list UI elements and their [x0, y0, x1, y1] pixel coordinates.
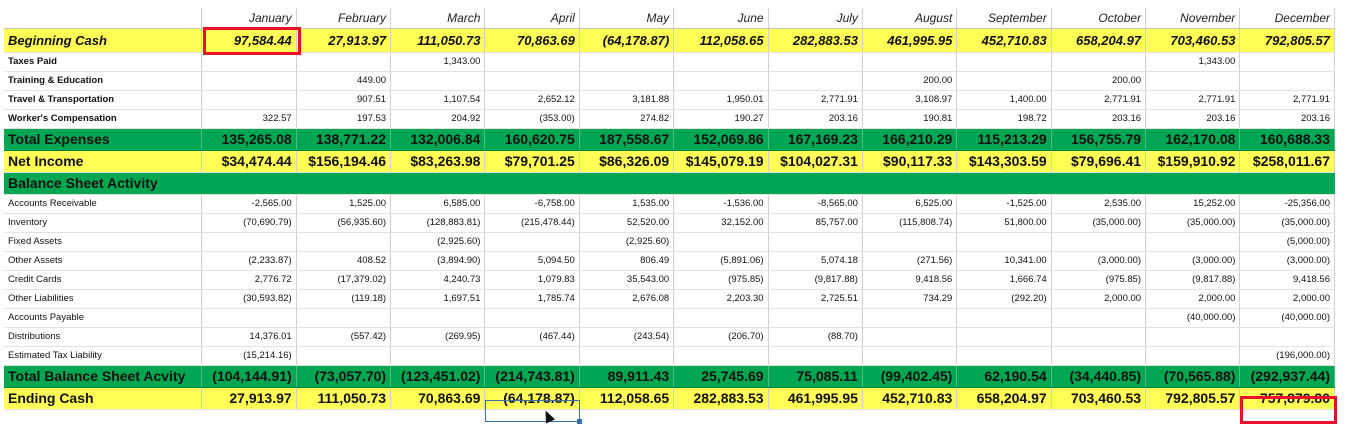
balance-sheet-activity-row-cell[interactable] [1240, 172, 1335, 194]
beginning-cash-row-cell[interactable]: 27,913.97 [296, 28, 390, 52]
balance-sheet-row-cell[interactable]: 4,240.73 [391, 270, 485, 289]
balance-sheet-row-cell[interactable] [862, 232, 956, 251]
balance-sheet-row [4, 213, 1335, 232]
total-expenses-row-cell[interactable]: 166,210.29 [862, 128, 956, 150]
net-income-row-cell[interactable]: $156,194.46 [296, 150, 390, 172]
expense-row-cell[interactable]: 1,950.01 [674, 90, 768, 109]
total-balance-sheet-row-cell[interactable]: (34,440.85) [1051, 365, 1145, 387]
ending-cash-row-cell[interactable]: 461,995.95 [768, 387, 862, 409]
total-expenses-row-cell[interactable]: 138,771.22 [296, 128, 390, 150]
net-income-row-cell[interactable]: $90,117.33 [862, 150, 956, 172]
expense-row-cell[interactable]: 907.51 [296, 90, 390, 109]
balance-sheet-row-cell[interactable]: 52,520.00 [579, 213, 673, 232]
balance-sheet-row-cell[interactable] [391, 346, 485, 365]
total-expenses-row [4, 128, 1335, 150]
total-balance-sheet-row-cell[interactable]: 75,085.11 [768, 365, 862, 387]
fill-handle[interactable] [577, 419, 582, 424]
balance-sheet-row-cell[interactable]: 1,785.74 [485, 289, 579, 308]
balance-sheet-row-cell[interactable] [485, 308, 579, 327]
expense-row-cell[interactable] [957, 71, 1051, 90]
expense-row-cell[interactable]: 2,771.91 [1051, 90, 1145, 109]
balance-sheet-row [4, 308, 1335, 327]
balance-sheet-row [4, 327, 1335, 346]
net-income-row-cell[interactable]: $258,011.67 [1240, 150, 1335, 172]
balance-sheet-row-cell[interactable]: 408.52 [296, 251, 390, 270]
expense-row-cell[interactable] [768, 71, 862, 90]
expense-row-cell[interactable] [1146, 71, 1240, 90]
balance-sheet-row-cell[interactable]: (206.70) [674, 327, 768, 346]
balance-sheet-activity-row-cell[interactable] [674, 172, 768, 194]
balance-sheet-activity-row-cell[interactable] [202, 172, 296, 194]
balance-sheet-row-cell[interactable] [485, 232, 579, 251]
expense-row-cell[interactable]: 449.00 [296, 71, 390, 90]
expense-row-cell[interactable] [202, 90, 296, 109]
balance-sheet-row-cell[interactable] [1146, 346, 1240, 365]
balance-sheet-row-cell[interactable]: (3,000.00) [1240, 251, 1335, 270]
balance-sheet-row-cell[interactable]: (2,925.60) [579, 232, 673, 251]
balance-sheet-row-cell[interactable]: (128,883.81) [391, 213, 485, 232]
net-income-row [4, 150, 1335, 172]
balance-sheet-row-cell[interactable]: (35,000.00) [1146, 213, 1240, 232]
net-income-row-cell[interactable]: $145,079.19 [674, 150, 768, 172]
month-header-march[interactable]: March [391, 8, 485, 28]
expense-row-cell[interactable]: 197.53 [296, 109, 390, 128]
balance-sheet-row-cell[interactable]: (467.44) [485, 327, 579, 346]
balance-sheet-row-cell[interactable]: 5,094.50 [485, 251, 579, 270]
month-header-row [4, 8, 1335, 28]
balance-sheet-row-cell[interactable]: -8,565.00 [768, 194, 862, 213]
balance-sheet-row-cell[interactable]: (56,935.60) [296, 213, 390, 232]
balance-sheet-row-cell[interactable]: (5,891.06) [674, 251, 768, 270]
expense-row-cell[interactable]: 1,400.00 [957, 90, 1051, 109]
expense-row-cell[interactable] [296, 52, 390, 71]
highlight-beginning-cash-january [203, 27, 301, 55]
total-balance-sheet-row-cell[interactable]: 62,190.54 [957, 365, 1051, 387]
ending-cash-row-cell[interactable]: 757,879.80 [1240, 387, 1335, 409]
balance-sheet-row-cell[interactable] [674, 346, 768, 365]
balance-sheet-row-cell[interactable]: (215,478.44) [485, 213, 579, 232]
balance-sheet-row-cell[interactable] [1051, 308, 1145, 327]
balance-sheet-row-cell[interactable]: 2,203.30 [674, 289, 768, 308]
balance-sheet-row-cell[interactable] [202, 308, 296, 327]
ending-cash-row-cell[interactable]: 658,204.97 [957, 387, 1051, 409]
balance-sheet-row-cell[interactable]: (35,000.00) [1240, 213, 1335, 232]
balance-sheet-row-cell[interactable] [674, 232, 768, 251]
balance-sheet-row-cell[interactable] [296, 232, 390, 251]
balance-sheet-row-cell[interactable]: (17,379.02) [296, 270, 390, 289]
expense-row [4, 71, 1335, 90]
balance-sheet-row-cell[interactable]: 1,697.51 [391, 289, 485, 308]
expense-row-cell[interactable] [579, 52, 673, 71]
total-expenses-row-cell[interactable]: 115,213.29 [957, 128, 1051, 150]
balance-sheet-row [4, 232, 1335, 251]
beginning-cash-row-cell[interactable]: (64,178.87) [579, 28, 673, 52]
balance-sheet-row-cell[interactable]: (88.70) [768, 327, 862, 346]
total-balance-sheet-row-cell[interactable]: (123,451.02) [391, 365, 485, 387]
expense-row-cell[interactable]: 203.16 [1146, 109, 1240, 128]
total-expenses-row-cell[interactable]: 135,265.08 [202, 128, 296, 150]
beginning-cash-row-cell[interactable]: 112,058.65 [674, 28, 768, 52]
total-balance-sheet-row-cell[interactable]: (292,937.44) [1240, 365, 1335, 387]
expense-row [4, 109, 1335, 128]
beginning-cash-row-cell[interactable]: 461,995.95 [862, 28, 956, 52]
balance-sheet-row-cell[interactable]: (3,000.00) [1146, 251, 1240, 270]
expense-row-cell[interactable] [674, 71, 768, 90]
expense-row-cell[interactable]: 3,108.97 [862, 90, 956, 109]
balance-sheet-row-label[interactable]: Other Assets [4, 251, 202, 270]
expense-row-cell[interactable] [579, 71, 673, 90]
beginning-cash-row-cell[interactable]: 97,584.44 [202, 28, 296, 52]
balance-sheet-activity-row-cell[interactable] [862, 172, 956, 194]
total-expenses-row-cell[interactable]: 152,069.86 [674, 128, 768, 150]
balance-sheet-row-cell[interactable] [391, 308, 485, 327]
balance-sheet-row-cell[interactable]: 5,074.18 [768, 251, 862, 270]
net-income-row-cell[interactable]: $159,910.92 [1146, 150, 1240, 172]
balance-sheet-row [4, 194, 1335, 213]
ending-cash-row-cell[interactable]: 792,805.57 [1146, 387, 1240, 409]
expense-row [4, 90, 1335, 109]
month-header-december[interactable]: December [1240, 8, 1335, 28]
expense-row-cell[interactable] [674, 52, 768, 71]
expense-row-cell[interactable]: 203.16 [768, 109, 862, 128]
balance-sheet-row-cell[interactable] [674, 308, 768, 327]
balance-sheet-row-cell[interactable]: 1,666.74 [957, 270, 1051, 289]
balance-sheet-row-cell[interactable]: (15,214.16) [202, 346, 296, 365]
month-header-february[interactable]: February [296, 8, 390, 28]
balance-sheet-row-cell[interactable] [1146, 232, 1240, 251]
balance-sheet-row-cell[interactable] [1051, 346, 1145, 365]
ending-cash-row [4, 387, 1335, 409]
total-expenses-row-cell[interactable]: 187,558.67 [579, 128, 673, 150]
balance-sheet-row-cell[interactable]: -6,758.00 [485, 194, 579, 213]
balance-sheet-activity-row-cell[interactable] [485, 172, 579, 194]
balance-sheet-activity-row-cell[interactable] [296, 172, 390, 194]
net-income-row-cell[interactable]: $83,263.98 [391, 150, 485, 172]
expense-row-cell[interactable]: 2,771.91 [1240, 90, 1335, 109]
ending-cash-row-cell[interactable]: 70,863.69 [391, 387, 485, 409]
beginning-cash-row-label[interactable]: Beginning Cash [4, 28, 202, 52]
beginning-cash-row-cell[interactable]: 70,863.69 [485, 28, 579, 52]
balance-sheet-row-cell[interactable]: (70,690.79) [202, 213, 296, 232]
expense-row-cell[interactable]: 2,652.12 [485, 90, 579, 109]
balance-sheet-activity-row-cell[interactable] [1051, 172, 1145, 194]
balance-sheet-row-cell[interactable]: 15,252.00 [1146, 194, 1240, 213]
balance-sheet-row-cell[interactable]: (35,000.00) [1051, 213, 1145, 232]
balance-sheet-row-cell[interactable] [768, 346, 862, 365]
balance-sheet-row-cell[interactable]: 6,525.00 [862, 194, 956, 213]
balance-sheet-row-cell[interactable]: 1,079.83 [485, 270, 579, 289]
balance-sheet-row-cell[interactable]: (557.42) [296, 327, 390, 346]
expense-row-cell[interactable] [485, 52, 579, 71]
balance-sheet-row-cell[interactable] [862, 308, 956, 327]
expense-row-cell[interactable]: 190.81 [862, 109, 956, 128]
total-balance-sheet-row-cell[interactable]: (70,565.88) [1146, 365, 1240, 387]
balance-sheet-row-cell[interactable] [1240, 327, 1335, 346]
ending-cash-row-cell[interactable]: 111,050.73 [296, 387, 390, 409]
balance-sheet-activity-row-cell[interactable] [768, 172, 862, 194]
ending-cash-row-cell[interactable]: 452,710.83 [862, 387, 956, 409]
balance-sheet-activity-row [4, 172, 1335, 194]
expense-row-cell[interactable]: 204.92 [391, 109, 485, 128]
expense-row-cell[interactable] [1240, 52, 1335, 71]
net-income-row-cell[interactable]: $104,027.31 [768, 150, 862, 172]
total-expenses-row-cell[interactable]: 162,170.08 [1146, 128, 1240, 150]
balance-sheet-row-cell[interactable]: -1,525.00 [957, 194, 1051, 213]
month-header-april[interactable]: April [485, 8, 579, 28]
total-expenses-row-cell[interactable]: 156,755.79 [1051, 128, 1145, 150]
total-balance-sheet-row-cell[interactable]: (104,144.91) [202, 365, 296, 387]
balance-sheet-row-cell[interactable]: (271.56) [862, 251, 956, 270]
header-corner-cell[interactable] [4, 8, 202, 28]
balance-sheet-row-cell[interactable]: 2,725.51 [768, 289, 862, 308]
balance-sheet-row-cell[interactable]: 2,000.00 [1146, 289, 1240, 308]
balance-sheet-row-cell[interactable]: (30,593.82) [202, 289, 296, 308]
balance-sheet-row [4, 251, 1335, 270]
balance-sheet-row-label[interactable]: Inventory [4, 213, 202, 232]
balance-sheet-row-cell[interactable]: (975.85) [674, 270, 768, 289]
beginning-cash-row-cell[interactable]: 452,710.83 [957, 28, 1051, 52]
balance-sheet-row-cell[interactable] [296, 308, 390, 327]
net-income-row-cell[interactable]: $143,303.59 [957, 150, 1051, 172]
expense-row-cell[interactable]: 1,343.00 [391, 52, 485, 71]
balance-sheet-row [4, 270, 1335, 289]
expense-row-cell[interactable] [1240, 71, 1335, 90]
balance-sheet-row-cell[interactable]: 2,535.00 [1051, 194, 1145, 213]
balance-sheet-row-cell[interactable]: (5,000.00) [1240, 232, 1335, 251]
expense-row-cell[interactable]: 322.57 [202, 109, 296, 128]
balance-sheet-row-cell[interactable] [1051, 232, 1145, 251]
expense-row-cell[interactable]: 3,181.88 [579, 90, 673, 109]
balance-sheet-row-cell[interactable] [768, 308, 862, 327]
total-expenses-row-cell[interactable]: 132,006.84 [391, 128, 485, 150]
expense-row-cell[interactable]: 203.16 [1240, 109, 1335, 128]
net-income-row-cell[interactable]: $86,326.09 [579, 150, 673, 172]
balance-sheet-row-cell[interactable]: 6,585.00 [391, 194, 485, 213]
balance-sheet-row-cell[interactable] [957, 346, 1051, 365]
total-balance-sheet-row-cell[interactable]: (73,057.70) [296, 365, 390, 387]
balance-sheet-row-label[interactable]: Estimated Tax Liability [4, 346, 202, 365]
balance-sheet-row-cell[interactable]: -1,536.00 [674, 194, 768, 213]
balance-sheet-row-cell[interactable]: 9,418.56 [1240, 270, 1335, 289]
expense-row-cell[interactable]: 190.27 [674, 109, 768, 128]
month-header-may[interactable]: May [579, 8, 673, 28]
balance-sheet-row-cell[interactable] [768, 232, 862, 251]
expense-row-cell[interactable] [768, 52, 862, 71]
total-expenses-row-label[interactable]: Total Expenses [4, 128, 202, 150]
balance-sheet-row-cell[interactable]: 806.49 [579, 251, 673, 270]
balance-sheet-row-cell[interactable] [957, 232, 1051, 251]
highlight-ending-cash-december [1240, 396, 1337, 424]
balance-sheet-row-label[interactable]: Distributions [4, 327, 202, 346]
expense-row-cell[interactable]: (353.00) [485, 109, 579, 128]
balance-sheet-row-cell[interactable]: (3,000.00) [1051, 251, 1145, 270]
ending-cash-row-label[interactable]: Ending Cash [4, 387, 202, 409]
expense-row-cell[interactable]: 1,107.54 [391, 90, 485, 109]
balance-sheet-row-cell[interactable]: 1,535.00 [579, 194, 673, 213]
balance-sheet-row-cell[interactable]: (9,817.88) [768, 270, 862, 289]
balance-sheet-row-cell[interactable]: 14,376.01 [202, 327, 296, 346]
balance-sheet-activity-row-cell[interactable] [391, 172, 485, 194]
total-balance-sheet-row-cell[interactable]: 89,911.43 [579, 365, 673, 387]
balance-sheet-activity-row-label[interactable]: Balance Sheet Activity [4, 172, 202, 194]
expense-row-cell[interactable] [862, 52, 956, 71]
balance-sheet-row-cell[interactable]: 10,341.00 [957, 251, 1051, 270]
net-income-row-cell[interactable]: $79,696.41 [1051, 150, 1145, 172]
balance-sheet-row-cell[interactable]: (196,000.00) [1240, 346, 1335, 365]
spreadsheet-grid [4, 8, 1335, 410]
beginning-cash-row-cell[interactable]: 658,204.97 [1051, 28, 1145, 52]
balance-sheet-row-cell[interactable]: -25,356.00 [1240, 194, 1335, 213]
total-balance-sheet-row-label[interactable]: Total Balance Sheet Acvity [4, 365, 202, 387]
balance-sheet-row [4, 346, 1335, 365]
expense-row-cell[interactable]: 198.72 [957, 109, 1051, 128]
expense-row-cell[interactable]: 200.00 [862, 71, 956, 90]
expense-row-cell[interactable]: 2,771.91 [768, 90, 862, 109]
balance-sheet-row-cell[interactable]: 734.29 [862, 289, 956, 308]
net-income-row-label[interactable]: Net Income [4, 150, 202, 172]
balance-sheet-row-cell[interactable]: 2,776.72 [202, 270, 296, 289]
expense-row-cell[interactable]: 200.00 [1051, 71, 1145, 90]
balance-sheet-row-cell[interactable]: (975.85) [1051, 270, 1145, 289]
balance-sheet-row-cell[interactable]: 85,757.00 [768, 213, 862, 232]
balance-sheet-row-cell[interactable] [202, 232, 296, 251]
balance-sheet-row-cell[interactable] [579, 346, 673, 365]
total-balance-sheet-row-cell[interactable]: 25,745.69 [674, 365, 768, 387]
balance-sheet-row-cell[interactable]: (292.20) [957, 289, 1051, 308]
ending-cash-row-cell[interactable]: 112,058.65 [579, 387, 673, 409]
balance-sheet-row-cell[interactable]: (2,233.87) [202, 251, 296, 270]
balance-sheet-activity-row-cell[interactable] [579, 172, 673, 194]
expense-row-cell[interactable]: 1,343.00 [1146, 52, 1240, 71]
ending-cash-row-cell[interactable]: 27,913.97 [202, 387, 296, 409]
balance-sheet-row-cell[interactable]: 1,525.00 [296, 194, 390, 213]
expense-row-cell[interactable] [391, 71, 485, 90]
balance-sheet-row-cell[interactable]: -2,565.00 [202, 194, 296, 213]
ending-cash-row-cell[interactable]: (64,178.87) [485, 387, 579, 409]
net-income-row-cell[interactable]: $79,701.25 [485, 150, 579, 172]
month-header-october[interactable]: October [1051, 8, 1145, 28]
balance-sheet-row-cell[interactable] [957, 327, 1051, 346]
balance-sheet-row-cell[interactable] [1146, 327, 1240, 346]
balance-sheet-row-cell[interactable] [1051, 327, 1145, 346]
total-balance-sheet-row-cell[interactable]: (99,402.45) [862, 365, 956, 387]
balance-sheet-row-cell[interactable]: 9,418.56 [862, 270, 956, 289]
balance-sheet-row-label[interactable]: Accounts Payable [4, 308, 202, 327]
month-header-november[interactable]: November [1146, 8, 1240, 28]
expense-row-cell[interactable]: 2,771.91 [1146, 90, 1240, 109]
balance-sheet-activity-row-cell[interactable] [957, 172, 1051, 194]
balance-sheet-row-cell[interactable]: 35,543.00 [579, 270, 673, 289]
expense-row-label[interactable]: Taxes Paid [4, 52, 202, 71]
total-balance-sheet-row-cell[interactable]: (214,743.81) [485, 365, 579, 387]
balance-sheet-row-label[interactable]: Fixed Assets [4, 232, 202, 251]
balance-sheet-row-cell[interactable] [862, 346, 956, 365]
month-header-august[interactable]: August [862, 8, 956, 28]
total-expenses-row-cell[interactable]: 160,620.75 [485, 128, 579, 150]
expense-row-cell[interactable]: 203.16 [1051, 109, 1145, 128]
balance-sheet-row-cell[interactable]: (115,808.74) [862, 213, 956, 232]
expense-row-cell[interactable] [202, 71, 296, 90]
total-expenses-row-cell[interactable]: 160,688.33 [1240, 128, 1335, 150]
balance-sheet-row-cell[interactable] [957, 308, 1051, 327]
balance-sheet-row-cell[interactable] [579, 308, 673, 327]
month-header-july[interactable]: July [768, 8, 862, 28]
beginning-cash-row-cell[interactable]: 792,805.57 [1240, 28, 1335, 52]
balance-sheet-activity-row-cell[interactable] [1146, 172, 1240, 194]
total-expenses-row-cell[interactable]: 167,169.23 [768, 128, 862, 150]
balance-sheet-row-cell[interactable]: 51,800.00 [957, 213, 1051, 232]
balance-sheet-row-cell[interactable]: (40,000.00) [1240, 308, 1335, 327]
balance-sheet-row-cell[interactable]: (269.95) [391, 327, 485, 346]
balance-sheet-row-label[interactable]: Credit Cards [4, 270, 202, 289]
balance-sheet-row-cell[interactable] [485, 346, 579, 365]
balance-sheet-row-cell[interactable] [862, 327, 956, 346]
month-header-september[interactable]: September [957, 8, 1051, 28]
balance-sheet-row-cell[interactable]: 2,676.08 [579, 289, 673, 308]
beginning-cash-row-cell[interactable]: 703,460.53 [1146, 28, 1240, 52]
total-balance-sheet-row [4, 365, 1335, 387]
balance-sheet-row-cell[interactable]: (9,817.88) [1146, 270, 1240, 289]
expense-row-cell[interactable] [957, 52, 1051, 71]
month-header-january[interactable]: January [202, 8, 296, 28]
expense-row-label[interactable]: Training & Education [4, 71, 202, 90]
balance-sheet-row-label[interactable]: Accounts Receivable [4, 194, 202, 213]
net-income-row-cell[interactable]: $34,474.44 [202, 150, 296, 172]
month-header-june[interactable]: June [674, 8, 768, 28]
balance-sheet-row [4, 289, 1335, 308]
balance-sheet-row-cell[interactable] [296, 346, 390, 365]
balance-sheet-row-cell[interactable]: 32,152.00 [674, 213, 768, 232]
expense-row-label[interactable]: Travel & Transportation [4, 90, 202, 109]
balance-sheet-row-cell[interactable]: (40,000.00) [1146, 308, 1240, 327]
balance-sheet-row-cell[interactable]: 2,000.00 [1051, 289, 1145, 308]
balance-sheet-row-cell[interactable]: (243.54) [579, 327, 673, 346]
balance-sheet-row-label[interactable]: Other Liabilities [4, 289, 202, 308]
balance-sheet-row-cell[interactable]: (2,925.60) [391, 232, 485, 251]
expense-row-cell[interactable]: 274.82 [579, 109, 673, 128]
expense-row-label[interactable]: Worker's Compensation [4, 109, 202, 128]
selected-cell-ending-cash-april[interactable] [485, 400, 580, 422]
beginning-cash-row-cell[interactable]: 282,883.53 [768, 28, 862, 52]
balance-sheet-row-cell[interactable]: (119.18) [296, 289, 390, 308]
balance-sheet-row-cell[interactable]: (3,894.90) [391, 251, 485, 270]
expense-row-cell[interactable] [1051, 52, 1145, 71]
expense-row-cell[interactable] [485, 71, 579, 90]
ending-cash-row-cell[interactable]: 703,460.53 [1051, 387, 1145, 409]
ending-cash-row-cell[interactable]: 282,883.53 [674, 387, 768, 409]
balance-sheet-row-cell[interactable]: 2,000.00 [1240, 289, 1335, 308]
beginning-cash-row-cell[interactable]: 111,050.73 [391, 28, 485, 52]
